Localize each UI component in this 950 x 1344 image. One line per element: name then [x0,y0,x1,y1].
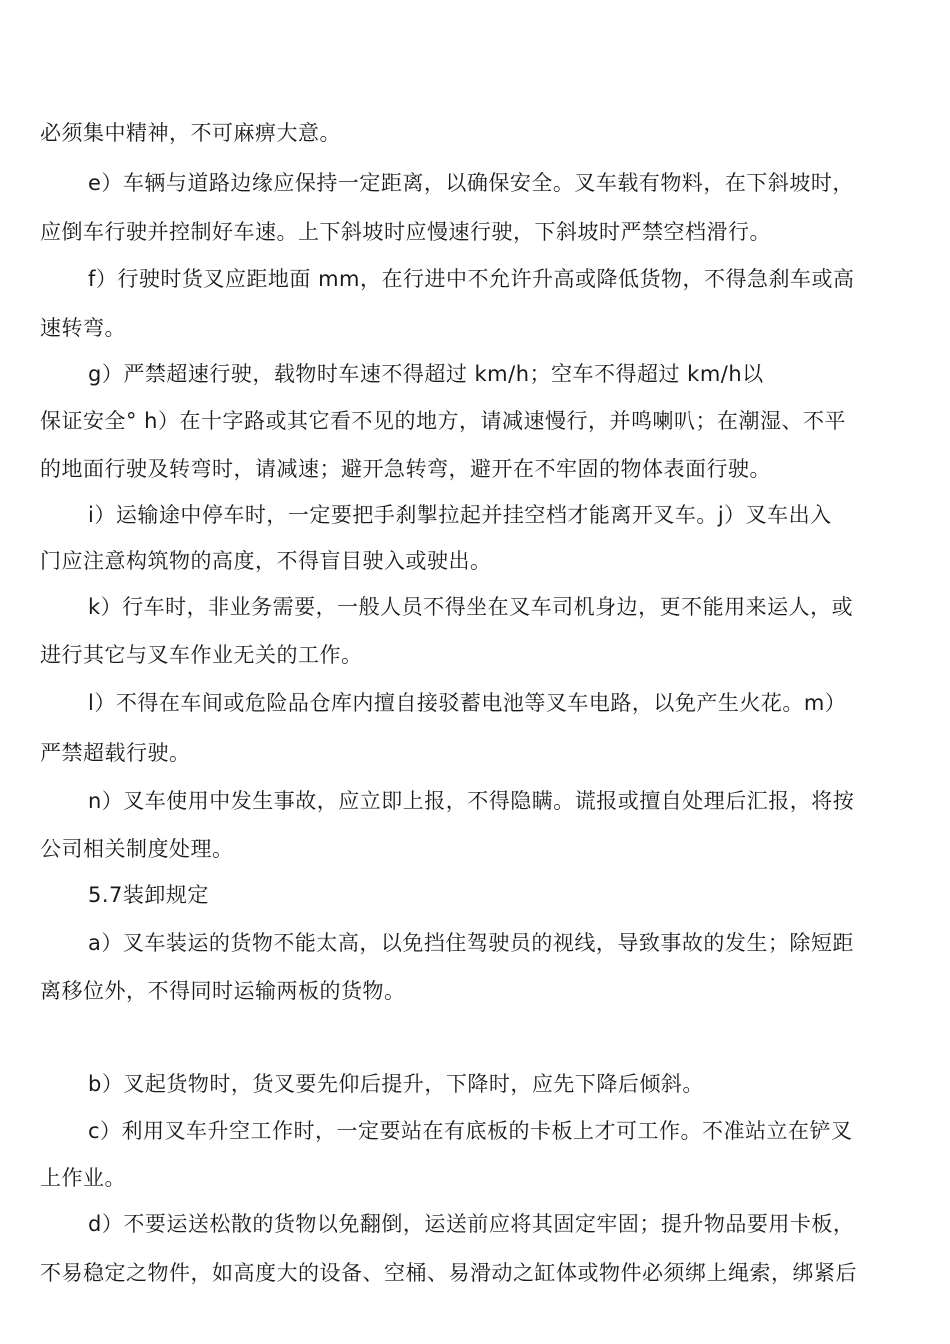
text-line: g）严禁超速行驶，载物时车速不得超过 km/h；空车不得超过 km/h以 [88,362,764,386]
text-line: b）叉起货物时，货叉要先仰后提升，下降时，应先下降后倾斜。 [88,1072,704,1096]
text-line: a）叉车装运的货物不能太高，以免挡住驾驶员的视线，导致事故的发生；除短距 [88,931,854,955]
text-line: 不易稳定之物件，如高度大的设备、空桶、易滑动之缸体或物件必须绑上绳索，绑紧后 [40,1261,857,1285]
text-line: 门应注意构筑物的高度，不得盲目驶入或驶出。 [40,549,492,573]
text-line: i）运输途中停车时，一定要把手刹掣拉起并挂空档才能离开叉车。j）叉车出入 [88,503,832,527]
text-line: c）利用叉车升空工作时，一定要站在有底板的卡板上才可工作。不准站立在铲叉 [88,1119,853,1143]
text-line: 进行其它与叉车作业无关的工作。 [40,643,363,667]
text-line: 必须集中精神，不可麻痹大意。 [40,121,341,145]
text-line: 的地面行驶及转弯时，请减速；避开急转弯，避开在不牢固的物体表面行驶。 [40,457,771,481]
section-heading: 5.7装卸规定 [88,883,209,907]
text-line: 应倒车行驶并控制好车速。上下斜坡时应慢速行驶，下斜坡时严禁空档滑行。 [40,220,771,244]
text-line: 严禁超载行驶。 [40,741,191,765]
text-line: 离移位外，不得同时运输两板的货物。 [40,979,406,1003]
text-line: 公司相关制度处理。 [40,837,234,861]
text-line: f）行驶时货叉应距地面 mm，在行进中不允许升高或降低货物，不得急刹车或高 [88,267,855,291]
text-line: 保证安全° h）在十字路或其它看不见的地方，请减速慢行，并鸣喇叭；在潮湿、不平 [40,409,846,433]
text-line: 速转弯。 [40,316,126,340]
text-line: 上作业。 [40,1166,126,1190]
text-line: l）不得在车间或危险品仓库内擅自接驳蓄电池等叉车电路，以免产生火花。m） [88,691,847,715]
text-line: n）叉车使用中发生事故，应立即上报，不得隐瞒。谎报或擅自处理后汇报，将按 [88,789,855,813]
text-line: d）不要运送松散的货物以免翻倒，运送前应将其固定牢固；提升物品要用卡板， [88,1212,855,1236]
text-line: e）车辆与道路边缘应保持一定距离，以确保安全。叉车载有物料，在下斜坡时， [88,171,854,195]
text-line: k）行车时，非业务需要，一般人员不得坐在叉车司机身边，更不能用来运人，或 [88,595,854,619]
